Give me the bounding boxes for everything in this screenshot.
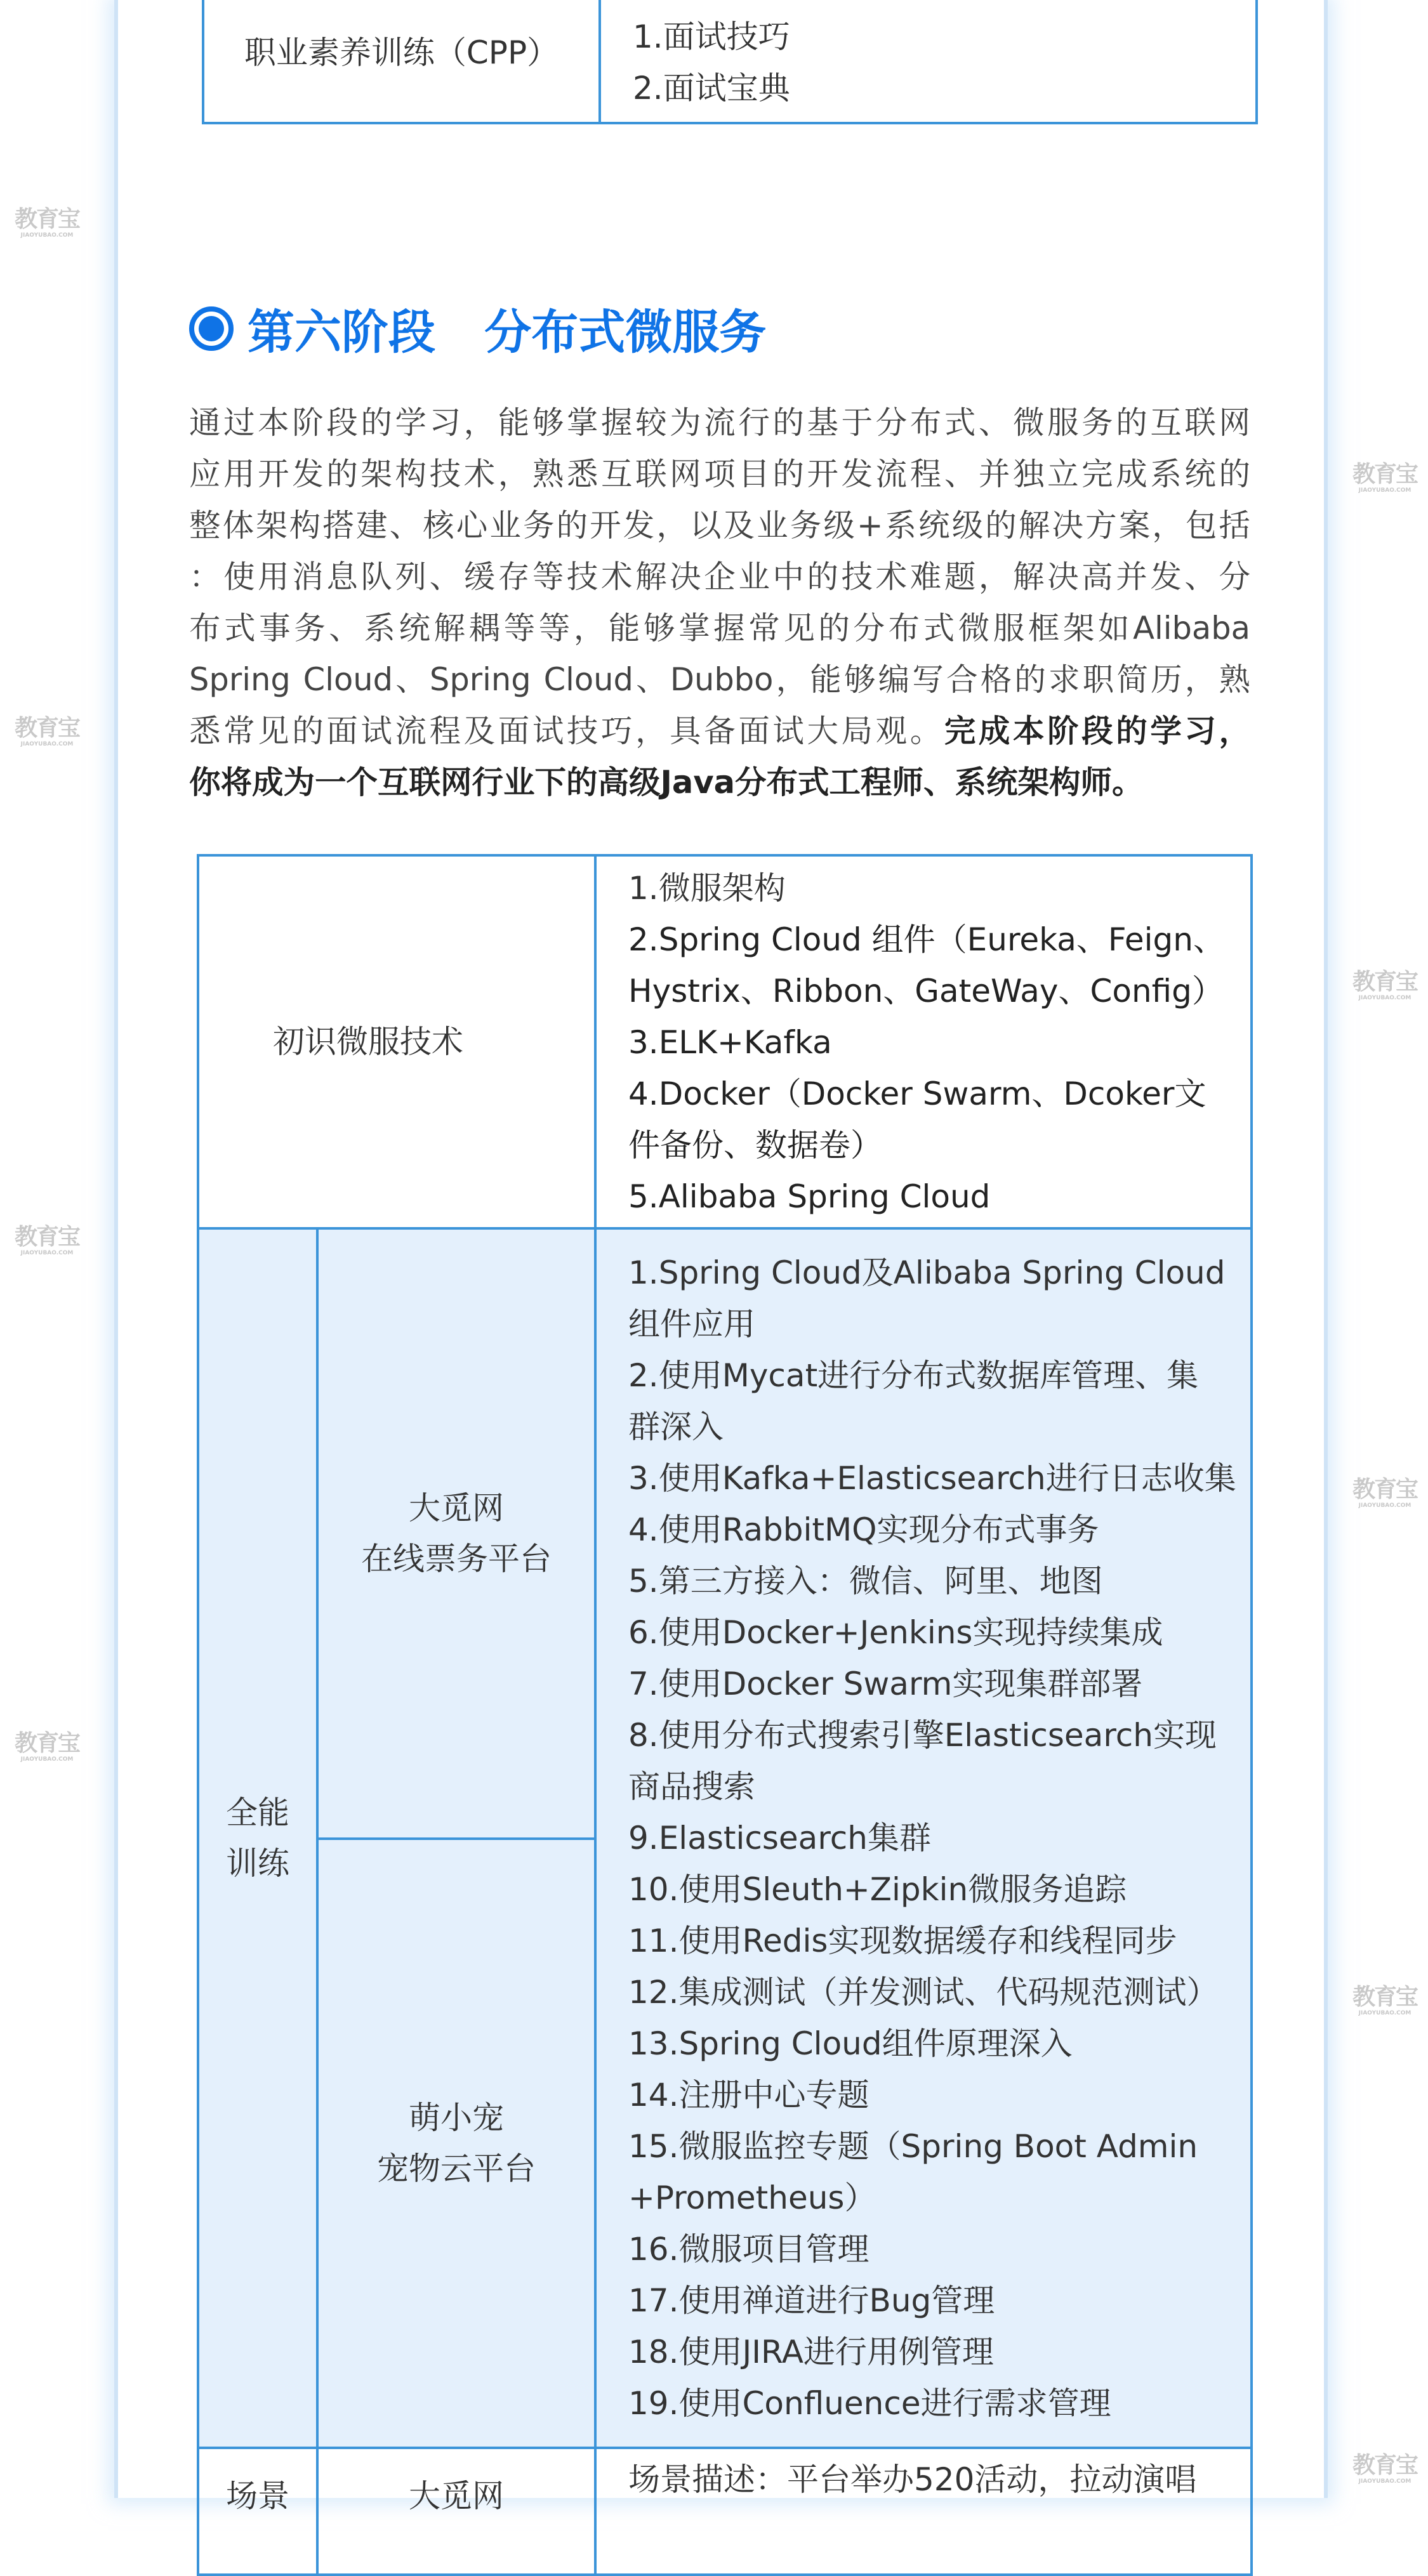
- bullet-circle-icon: [189, 306, 234, 351]
- list-item: 5.Alibaba Spring Cloud: [628, 1178, 991, 1215]
- list-item: 件备份、数据卷）: [628, 1127, 882, 1164]
- project-cell: [317, 1839, 595, 2448]
- intro-line: 整体架构搭建、核心业务的开发，以及业务级+系统级的解决方案，包括: [189, 507, 1250, 544]
- previous-stage-table: [202, 0, 1258, 124]
- list-item: 18.使用JIRA进行用例管理: [628, 2334, 994, 2370]
- list-item: 10.使用Sleuth+Zipkin微服务追踪: [628, 1871, 1127, 1908]
- scene-description: 场景描述：平台举办520活动，拉动演唱: [628, 2461, 1197, 2498]
- list-item: +Prometheus）: [628, 2179, 876, 2216]
- project-cell: [317, 1228, 595, 1839]
- watermark: 教育宝 JIAOYUBAO.COM: [14, 206, 79, 239]
- table-row-items: [595, 2448, 1252, 2575]
- watermark: 教育宝 JIAOYUBAO.COM: [1352, 969, 1417, 1001]
- intro-highlight: 完成本阶段的学习，: [944, 713, 1251, 749]
- list-item: 15.微服监控专题（Spring Boot Admin: [628, 2128, 1198, 2165]
- list-item: 群深入: [628, 1409, 724, 1445]
- list-item: 商品搜索: [628, 1768, 755, 1805]
- table-row-items: [600, 0, 1257, 123]
- list-item: 7.使用Docker Swarm实现集群部署: [628, 1666, 1143, 1702]
- cpp-label: 职业素养训练（CPP）: [244, 34, 559, 71]
- list-item: 2.使用Mycat进行分布式数据库管理、集: [628, 1357, 1199, 1394]
- list-item: 14.注册中心专题: [628, 2077, 869, 2113]
- list-item: 6.使用Docker+Jenkins实现持续集成: [628, 1614, 1163, 1651]
- section-title: 第六阶段 分布式微服务: [248, 305, 767, 360]
- list-item: 12.集成测试（并发测试、代码规范测试）: [628, 1974, 1219, 2011]
- group-label: 全能: [226, 1794, 289, 1831]
- list-item: 组件应用: [628, 1306, 755, 1343]
- list-item: 13.Spring Cloud组件原理深入: [628, 2025, 1073, 2062]
- section-heading: [189, 298, 766, 358]
- list-item: 3.使用Kafka+Elasticsearch进行日志收集: [628, 1460, 1236, 1497]
- row-label: 初识微服技术: [273, 1023, 463, 1060]
- watermark: 教育宝 JIAOYUBAO.COM: [14, 715, 79, 747]
- list-item: 1.面试技巧: [633, 18, 790, 55]
- project-cell: [317, 2448, 595, 2575]
- watermark: 教育宝 JIAOYUBAO.COM: [1352, 1476, 1417, 1509]
- table-row-items: [595, 1228, 1252, 2448]
- list-item: 5.第三方接入：微信、阿里、地图: [628, 1563, 1103, 1600]
- group-label-cell: [198, 1228, 317, 2448]
- list-item: 1.Spring Cloud及Alibaba Spring Cloud: [628, 1254, 1226, 1291]
- table-row-label: [198, 855, 595, 1228]
- table-row-label: [203, 0, 600, 123]
- intro-paragraph: [189, 397, 1255, 808]
- project-name: 宠物云平台: [377, 2150, 536, 2187]
- project-name: 萌小宠: [409, 2100, 504, 2136]
- list-item: 11.使用Redis实现数据缓存和线程同步: [628, 1922, 1177, 1959]
- intro-line: [189, 706, 1250, 757]
- watermark: 教育宝 JIAOYUBAO.COM: [1352, 461, 1417, 494]
- list-item: 19.使用Confluence进行需求管理: [628, 2385, 1111, 2422]
- project-name: 在线票务平台: [361, 1541, 552, 1577]
- list-item: 4.Docker（Docker Swarm、Dcoker文: [628, 1075, 1207, 1112]
- table-row-items: [595, 855, 1252, 1228]
- curriculum-table: [197, 854, 1253, 2576]
- intro-highlight: 你将成为一个互联网行业下的高级Java分布式工程师、系统架构师。: [189, 764, 1144, 801]
- project-name: 大觅网: [409, 1490, 504, 1527]
- list-item: 9.Elasticsearch集群: [628, 1820, 931, 1856]
- intro-line: 应用开发的架构技术，熟悉互联网项目的开发流程、并独立完成系统的: [189, 456, 1250, 492]
- list-item: 16.微服项目管理: [628, 2231, 869, 2268]
- group-label: 训练: [226, 1845, 289, 1882]
- group-label-cell: [198, 2448, 317, 2575]
- watermark: 教育宝 JIAOYUBAO.COM: [1352, 1984, 1417, 2016]
- list-item: 2.面试宝典: [633, 70, 790, 107]
- group-label: 场景: [226, 2478, 289, 2514]
- intro-line: 布式事务、系统解耦等等，能够掌握常见的分布式微服框架如Alibaba: [189, 610, 1250, 647]
- intro-line: 通过本阶段的学习，能够掌握较为流行的基于分布式、微服务的互联网: [189, 404, 1250, 441]
- project-name: 大觅网: [409, 2478, 504, 2514]
- list-item: 3.ELK+Kafka: [628, 1024, 832, 1061]
- intro-text: 悉常见的面试流程及面试技巧，具备面试大局观。: [189, 713, 944, 749]
- list-item: 2.Spring Cloud 组件（Eureka、Feign、: [628, 921, 1225, 958]
- list-item: 8.使用分布式搜索引擎Elasticsearch实现: [628, 1717, 1217, 1754]
- intro-line: Spring Cloud、Spring Cloud、Dubbo，能够编写合格的求职简历，熟: [189, 661, 1250, 698]
- list-item: 1.微服架构: [628, 870, 786, 907]
- list-item: 17.使用禅道进行Bug管理: [628, 2282, 995, 2319]
- watermark: 教育宝 JIAOYUBAO.COM: [14, 1224, 79, 1256]
- watermark: 教育宝 JIAOYUBAO.COM: [1352, 2452, 1417, 2485]
- list-item: Hystrix、Ribbon、GateWay、Config）: [628, 973, 1224, 1009]
- watermark: 教育宝 JIAOYUBAO.COM: [14, 1730, 79, 1763]
- intro-line: ：使用消息队列、缓存等技术解决企业中的技术难题，解决高并发、分: [189, 558, 1250, 595]
- list-item: 4.使用RabbitMQ实现分布式事务: [628, 1511, 1099, 1548]
